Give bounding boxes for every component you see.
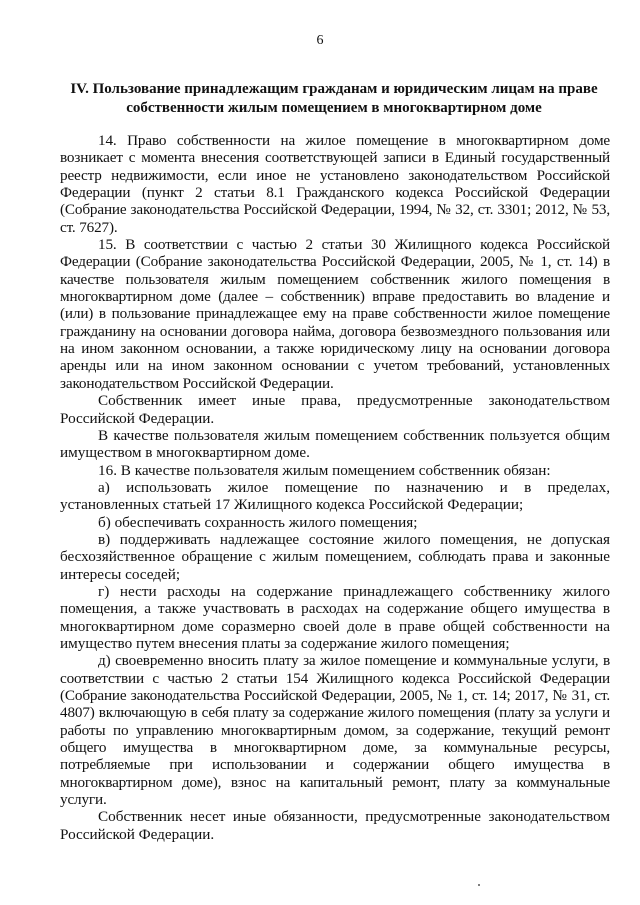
paragraph-common-property: В качестве пользователя жилым помещением собственник пользуется общим имуществом в многоквартирном доме. bbox=[60, 426, 610, 462]
document-body bbox=[60, 132, 610, 843]
list-item-d: д) своевременно вносить плату за жилое помещение и коммунальные услуги, в соответствии с частью 2 статьи 154 Жилищного кодекса Российской Федерации (Собрание законодательства Российской Федерации, 2005, № 1, ст. 14; 2017, № 31, ст. 4807) включающую в себя плату за содержание жилого помещения (плату за услуги и работы по управлению многоквартирным домом, за содержание, текущий ремонт общего имущества в многоквартирном доме, за коммунальные ресурсы, потребляемые при использовании и содержании общего имущества в многоквартирном доме), взнос на капитальный ремонт, плату за коммунальные услуги. bbox=[60, 652, 610, 809]
list-item-b: б) обеспечивать сохранность жилого помещения; bbox=[98, 513, 418, 531]
paragraph-owner-rights: Собственник имеет иные права, предусмотренные законодательством Российской Федерации. bbox=[60, 392, 610, 427]
paragraph-16: 16. В качестве пользователя жилым помещением собственник обязан: bbox=[98, 461, 551, 479]
paragraph-owner-duties: Собственник несет иные обязанности, предусмотренные законодательством Российской Федерации. bbox=[60, 808, 610, 843]
list-item-g: г) нести расходы на содержание принадлежащего собственнику жилого помещения, а также участвовать в расходах на содержание общего имущества в многоквартирном доме соразмерно своей доле в праве общей собственности на имущество путем внесения платы за содержание жилого помещения; bbox=[60, 582, 610, 652]
paragraph-15: 15. В соответствии с частью 2 статьи 30 Жилищного кодекса Российской Федерации (Собрание законодательства Российской Федерации, 2005, № 1, ст. 14) в качестве пользователя жилым помещением собственник жилого помещения в многоквартирном доме (далее – собственник) вправе предоставить во владение и (или) в пользование принадлежащее ему на праве собственности жилое помещение гражданину на основании договора найма, договора безвозмездного пользования или на ином законном основании, а также юридическому лицу на основании договора аренды или на ином законном основании с учетом требований, установленных законодательством Российской Федерации. bbox=[60, 236, 610, 392]
paragraph-14: 14. Право собственности на жилое помещение в многоквартирном доме возникает с момента внесения соответствующей записи в Единый государственный реестр недвижимости, если иное не установлено законодательством Российской Федерации (пункт 2 статьи 8.1 Гражданского кодекса Российской Федерации (Собрание законодательства Российской Федерации, 1994, № 32, ст. 3301; 2012, № 53, ст. 7627). bbox=[60, 132, 610, 236]
page-number: 6 bbox=[316, 33, 324, 48]
section-heading: IV. Пользование принадлежащим гражданам и юридическим лицам на праве собственности жилым помещением в многоквартирном доме bbox=[70, 81, 598, 116]
list-item-v: в) поддерживать надлежащее состояние жилого помещения, не допуская бесхозяйственное обращение с жилым помещением, соблюдать права и законные интересы соседей; bbox=[60, 530, 610, 583]
list-item-a: а) использовать жилое помещение по назначению и в пределах, установленных статьей 17 Жилищного кодекса Российской Федерации; bbox=[60, 478, 610, 514]
scan-speck bbox=[478, 884, 480, 886]
